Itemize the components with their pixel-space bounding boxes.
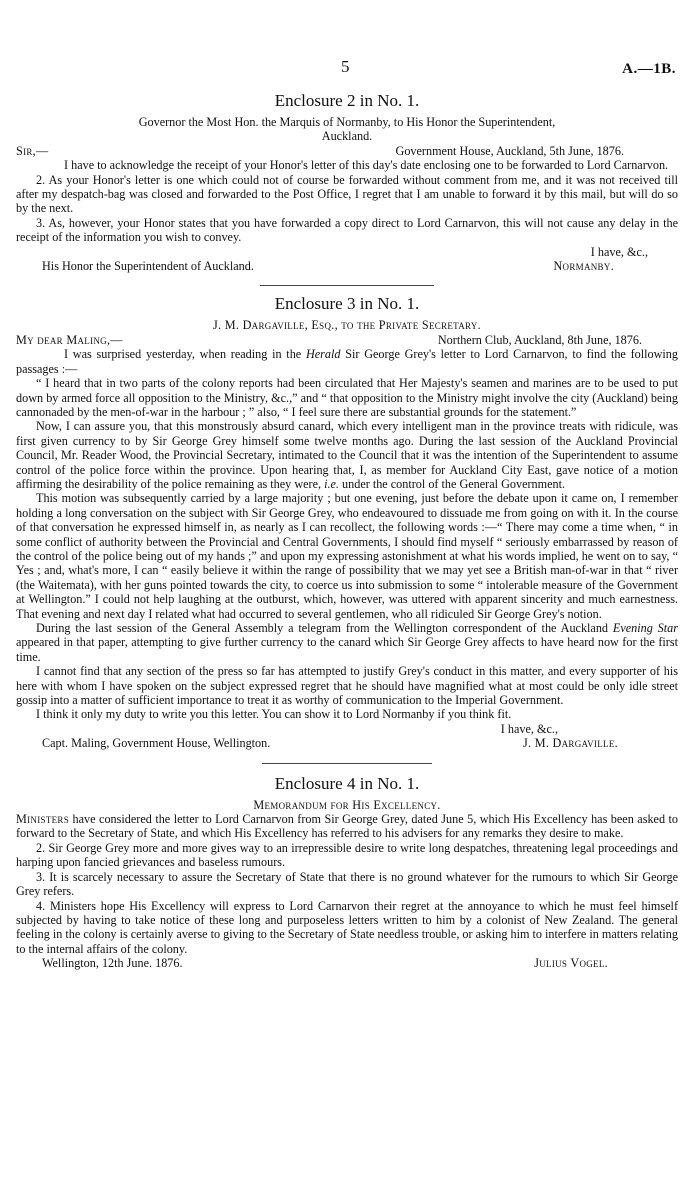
page-number: 5	[341, 57, 350, 76]
quoted-passage: “ I heard that in two parts of the colony reports had been circulated that Her Majesty's seamen and marines are to be used to put down by armed force all opposition to the Ministry, &c.,” and “ that opposition to the Ministry might involve the city (Auckland) being cannonaded by the men-of-war in the harbour ; ” also, “ I feel sure there are substantial grounds for the statement.”	[16, 376, 678, 419]
text-run: under the control of the General Government.	[342, 476, 566, 491]
paragraph: I cannot find that any section of the press so far has attempted to justify Grey's conduct in this matter, and every supporter of his here with whom I have spoken on the subject expressed regret that he should have magnified what at most could be only idle street gossip into a matter of sufficient importance to treat it as worthy of communication to the Imperial Government.	[16, 664, 678, 708]
signature: Julius Vogel.	[534, 956, 608, 971]
enclosure-4	[16, 774, 678, 971]
paragraph: 4. Ministers hope His Excellency will express to Lord Carnarvon their regret at the annoyance to which he must feel himself subjected by having to take notice of these long and purposeless letters written to him by a colonist of New Zealand. The general feeling in the colony is certainly averse to giving to the Secretary of State needless trouble, or asking him to interfere in matters relating to the internal affairs of the colony.	[16, 898, 678, 956]
enclosure-4-title: Enclosure 4 in No. 1.	[274, 773, 420, 793]
enclosure-2	[16, 91, 678, 286]
enclosure-3-heading-row	[16, 333, 678, 347]
text-run: Ministers	[16, 812, 70, 827]
text-run: During the last session of the General Assembly a telegram from the Wellington correspondent of the Auckland	[36, 621, 609, 635]
closing: I have, &c.,	[590, 244, 648, 259]
signature-row	[16, 259, 678, 273]
paragraph	[16, 812, 678, 841]
paragraph: I think it only my duty to write you this letter. You can show it to Lord Normanby if you think fit.	[36, 707, 512, 722]
text-run: have considered the letter to Lord Carnarvon from Sir George Grey, dated June 5, which His Excellency has been asked to forward to the Secretary of State, and which His Excellency has referred to his advisers for any remarks they desire to make.	[16, 812, 679, 841]
paragraph	[16, 347, 678, 376]
enclosure-2-title: Enclosure 2 in No. 1.	[274, 91, 420, 110]
signature: J. M. Dargaville.	[522, 736, 618, 751]
enclosure-2-subtitle-line-2: Auckland.	[321, 129, 373, 144]
text-run: I was surprised yesterday, when reading in the	[64, 347, 302, 362]
paragraph: I have to acknowledge the receipt of your Honor's letter of this day's date enclosing one to be forwarded to Lord Carnarvon.	[64, 158, 669, 173]
text-run: appeared in that paper, attempting to give further currency to the canard which Sir George Grey affects to have heard now for the first time.	[16, 635, 678, 664]
enclosure-3	[16, 294, 678, 763]
enclosure-4-subtitle: Memorandum for His Excellency.	[253, 797, 441, 812]
text-run: i.e.	[324, 476, 339, 491]
paragraph: 2. Sir George Grey more and more gives way to an irrepressible desire to write long despatches, threatening legal proceedings and harping upon fancied grievances and baseless rumours.	[16, 840, 678, 870]
text-run: Sir George Grey's letter to Lord Carnarvon, to find the following passages :—	[16, 347, 678, 376]
newspaper-title: Herald	[305, 347, 341, 362]
enclosure-3-subtitle: J. M. Dargaville, Esq., to the Private Secretary.	[213, 318, 481, 333]
paragraph: 2. As your Honor's letter is one which could not of course be forwarded without comment from me, and it was not received till after my despatch-bag was closed and forwarded to the Post Office, I regret that I am unable to forward it by this mail, but will do so by the next.	[16, 172, 678, 216]
enclosure-2-subtitle: Governor the Most Hon. the Marquis of Normanby, to His Honor the Superintendent,	[138, 115, 556, 129]
dateline: Northern Club, Auckland, 8th June, 1876.	[437, 332, 642, 347]
text-run: Now, I can assure you, that this monstrously absurd canard, which every intelligent man in the province treats with ridicule, was first given currency to by Sir George Grey himself some twelve months ago. During the last session of the Auckland Provincial Council, Mr. Reader Wood, the Provincial Secretary, intimated to the Council that it was the intention of the Superintendent to assume control of the police force within the province. Upon hearing that, I, as member for Auckland City East, gave notice of a motion affirming the desirability of the police remaining as they were,	[16, 419, 678, 491]
section-divider	[260, 285, 434, 286]
salutation: Sir,—	[16, 143, 49, 158]
dateline: Government House, Auckland, 5th June, 1876.	[395, 143, 624, 158]
paragraph: 3. It is scarcely necessary to assure the Secretary of State that there is no ground whatever for the rumours to which Sir George Grey refers.	[16, 869, 678, 899]
signature-row	[16, 736, 678, 750]
addressee: Capt. Maling, Government House, Wellington.	[42, 736, 271, 751]
newspaper-title: Evening Star	[612, 621, 678, 635]
place-date: Wellington, 12th June. 1876.	[42, 956, 183, 971]
enclosure-3-title: Enclosure 3 in No. 1.	[274, 294, 420, 314]
paragraph: This motion was subsequently carried by a large majority ; but one evening, just before the debate upon it came on, I remember holding a long conversation on the subject with Sir George Grey, who endeavoured to dissuade me from going on with it. In the course of that conversation he expressed himself in, as nearly as I can recollect, the following words :—“ There may come a time when, “ in some conflict of authority between the Provincial and Central Governments, I should find myself “ seriously embarrassed by reason of the control of the police being out of my hands ;” and upon my expressing astonishment at what his words implied, he went on to say, “ Yes ; and, what's more, I can “ easily believe it within the range of possibility that we may yet see a British man-of-war in that “ river (the Waitemata), with her guns pointed towards the city, to coerce us into submission to some “ intolerable measure of the Government at Wellington.” I could not help laughing at the outburst, which, however, was uttered with apparent sincerity and much earnestness. That evening and next day I related what had occurred to several gentlemen, who all ridiculed Sir George Grey's notion.	[16, 491, 678, 621]
section-divider	[262, 763, 432, 764]
signature-row	[16, 956, 678, 970]
enclosure-2-heading-row	[16, 144, 678, 158]
paragraph	[16, 419, 678, 491]
addressee: His Honor the Superintendent of Auckland.	[42, 259, 254, 274]
paragraph	[16, 621, 678, 664]
signature: Normanby.	[553, 259, 614, 274]
salutation: My dear Maling,—	[16, 332, 123, 347]
paragraph: 3. As, however, your Honor states that you have forwarded a copy direct to Lord Carnarvon, this will not cause any delay in the receipt of the information you wish to convey.	[16, 215, 678, 245]
closing: I have, &c.,	[500, 721, 558, 736]
document-reference: A.—1B.	[622, 61, 676, 77]
